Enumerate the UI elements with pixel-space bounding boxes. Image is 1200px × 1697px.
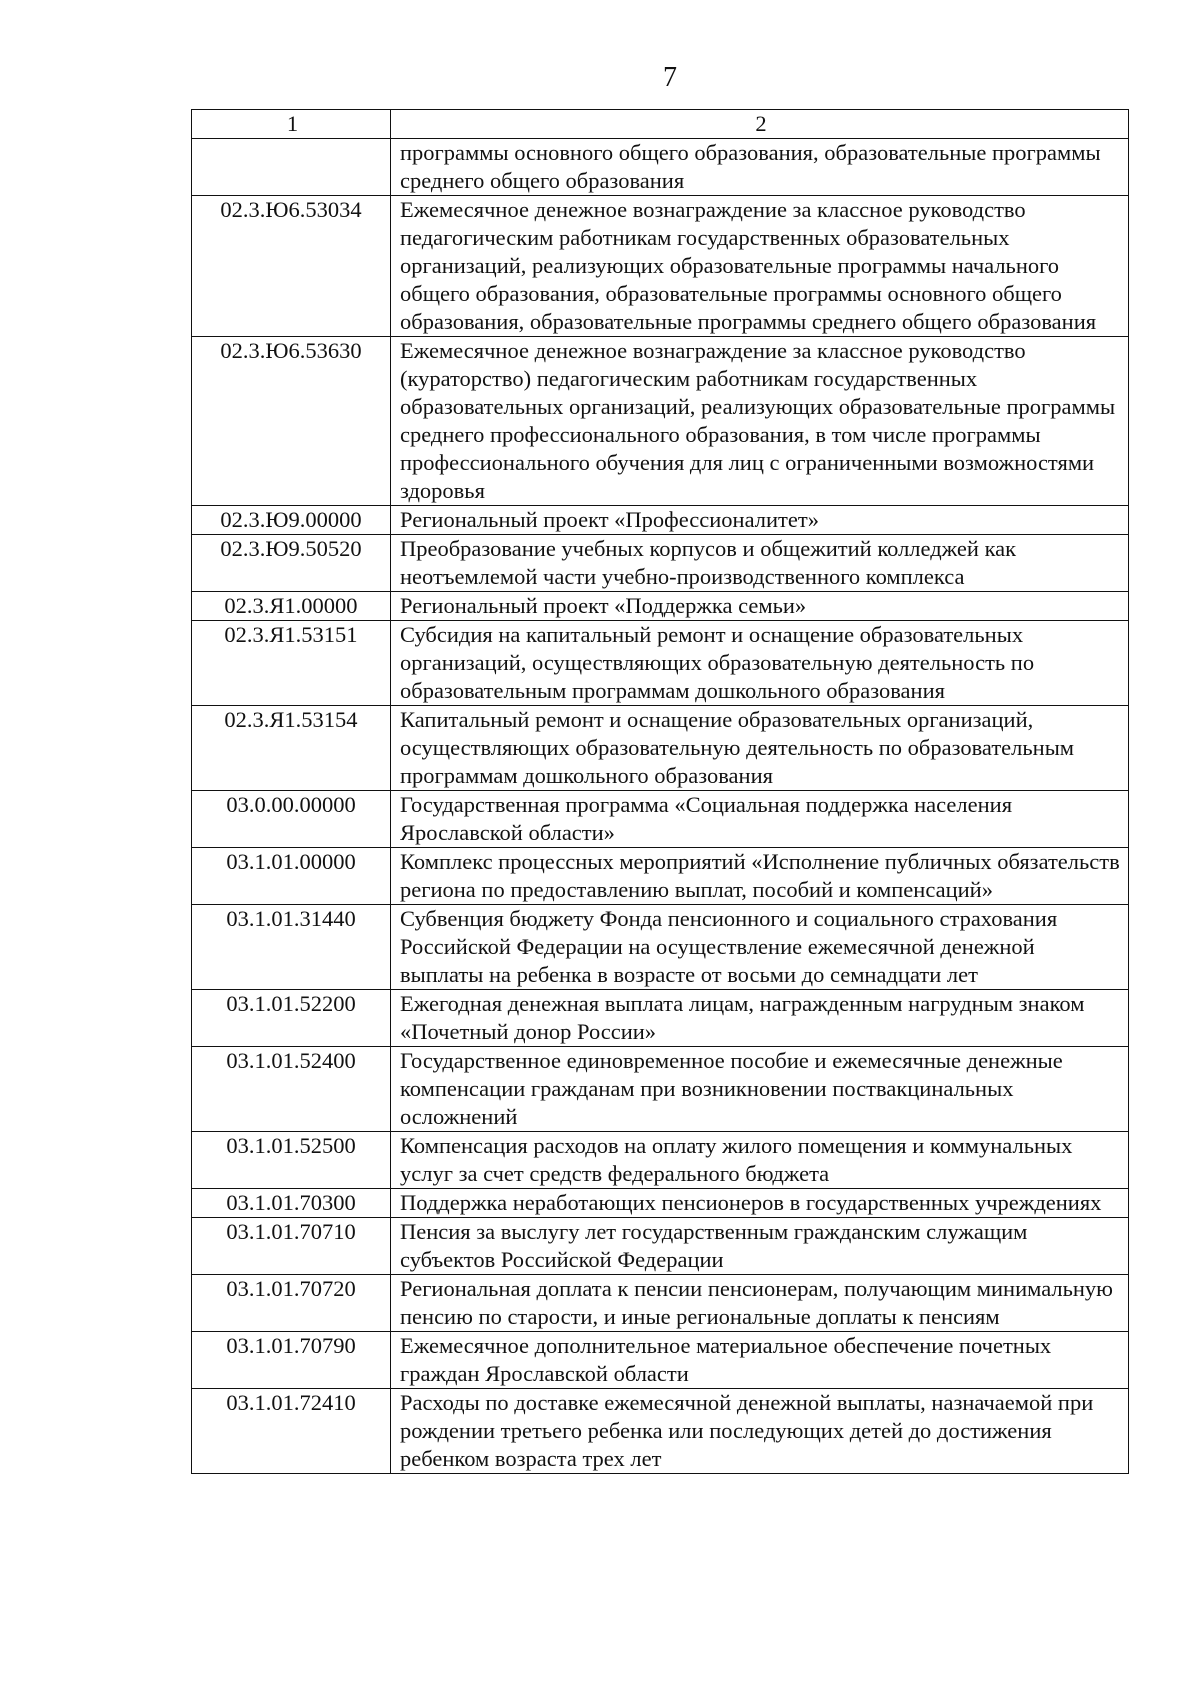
row-description: Субвенция бюджету Фонда пенсионного и социального страхования Российской Федерации на осуществление ежемесячной денежной выплаты на ребенка в возрасте от восьми до семнадцати лет bbox=[391, 905, 1129, 990]
table-row bbox=[192, 1389, 1129, 1474]
row-description: Ежемесячное дополнительное материальное обеспечение почетных граждан Ярославской области bbox=[391, 1332, 1129, 1389]
row-code: 03.1.01.52200 bbox=[192, 990, 391, 1047]
row-code: 03.1.01.52500 bbox=[192, 1132, 391, 1189]
row-description: Региональная доплата к пенсии пенсионерам, получающим минимальную пенсию по старости, и иные региональные доплаты к пенсиям bbox=[391, 1275, 1129, 1332]
row-code: 02.3.Ю9.00000 bbox=[192, 506, 391, 535]
row-description: Поддержка неработающих пенсионеров в государственных учреждениях bbox=[391, 1189, 1129, 1218]
row-code: 02.3.Я1.00000 bbox=[192, 592, 391, 621]
table-row bbox=[192, 337, 1129, 506]
row-description: Ежемесячное денежное вознаграждение за классное руководство педагогическим работникам государственных образовательных организаций, реализующих образовательные программы начального общего образования, образовательные программы основного общего образования, образовательные программы среднего общего образования bbox=[391, 196, 1129, 337]
table-row bbox=[192, 848, 1129, 905]
budget-codes-table bbox=[191, 109, 1129, 1474]
table-row bbox=[192, 196, 1129, 337]
row-code: 03.1.01.00000 bbox=[192, 848, 391, 905]
table-row bbox=[192, 535, 1129, 592]
row-description: Государственная программа «Социальная поддержка населения Ярославской области» bbox=[391, 791, 1129, 848]
table-row bbox=[192, 1332, 1129, 1389]
page-number: 7 bbox=[663, 62, 677, 93]
row-description: Региональный проект «Профессионалитет» bbox=[391, 506, 1129, 535]
table-row bbox=[192, 706, 1129, 791]
row-description: Государственное единовременное пособие и ежемесячные денежные компенсации гражданам при возникновении поствакцинальных осложнений bbox=[391, 1047, 1129, 1132]
row-description: Пенсия за выслугу лет государственным гражданским служащим субъектов Российской Федерации bbox=[391, 1218, 1129, 1275]
row-code: 02.3.Я1.53154 bbox=[192, 706, 391, 791]
table-row bbox=[192, 1047, 1129, 1132]
row-description: Ежегодная денежная выплата лицам, награжденным нагрудным знаком «Почетный донор России» bbox=[391, 990, 1129, 1047]
row-description: Субсидия на капитальный ремонт и оснащение образовательных организаций, осуществляющих образовательную деятельность по образовательным программам дошкольного образования bbox=[391, 621, 1129, 706]
row-code: 03.1.01.72410 bbox=[192, 1389, 391, 1474]
row-code: 03.1.01.70720 bbox=[192, 1275, 391, 1332]
row-code: 03.1.01.70300 bbox=[192, 1189, 391, 1218]
row-description: Региональный проект «Поддержка семьи» bbox=[391, 592, 1129, 621]
row-description: Расходы по доставке ежемесячной денежной выплаты, назначаемой при рождении третьего ребенка или последующих детей до достижения ребенком возраста трех лет bbox=[391, 1389, 1129, 1474]
table-row bbox=[192, 791, 1129, 848]
column-header-description: 2 bbox=[391, 110, 1129, 139]
row-code: 02.3.Я1.53151 bbox=[192, 621, 391, 706]
table-row bbox=[192, 905, 1129, 990]
row-code: 03.1.01.52400 bbox=[192, 1047, 391, 1132]
row-description: Преобразование учебных корпусов и общежитий колледжей как неотъемлемой части учебно-производственного комплекса bbox=[391, 535, 1129, 592]
row-description: программы основного общего образования, образовательные программы среднего общего образования bbox=[391, 139, 1129, 196]
table-row bbox=[192, 139, 1129, 196]
row-description: Капитальный ремонт и оснащение образовательных организаций, осуществляющих образовательную деятельность по образовательным программам дошкольного образования bbox=[391, 706, 1129, 791]
row-code: 03.1.01.70790 bbox=[192, 1332, 391, 1389]
table-header-row bbox=[192, 110, 1129, 139]
row-code: 03.1.01.70710 bbox=[192, 1218, 391, 1275]
row-description: Комплекс процессных мероприятий «Исполнение публичных обязательств региона по предоставлению выплат, пособий и компенсаций» bbox=[391, 848, 1129, 905]
table-row bbox=[192, 1189, 1129, 1218]
row-code: 02.3.Ю6.53630 bbox=[192, 337, 391, 506]
table-row bbox=[192, 990, 1129, 1047]
table-row bbox=[192, 1275, 1129, 1332]
table-row bbox=[192, 506, 1129, 535]
table-row bbox=[192, 621, 1129, 706]
table-row bbox=[192, 1218, 1129, 1275]
row-code: 03.0.00.00000 bbox=[192, 791, 391, 848]
row-code bbox=[192, 139, 391, 196]
row-code: 02.3.Ю9.50520 bbox=[192, 535, 391, 592]
column-header-code: 1 bbox=[192, 110, 391, 139]
table-row bbox=[192, 592, 1129, 621]
table-row bbox=[192, 1132, 1129, 1189]
row-code: 02.3.Ю6.53034 bbox=[192, 196, 391, 337]
row-description: Компенсация расходов на оплату жилого помещения и коммунальных услуг за счет средств федерального бюджета bbox=[391, 1132, 1129, 1189]
row-code: 03.1.01.31440 bbox=[192, 905, 391, 990]
row-description: Ежемесячное денежное вознаграждение за классное руководство (кураторство) педагогическим работникам государственных образовательных организаций, реализующих образовательные программы среднего профессионального образования, в том числе программы профессионального обучения для лиц с ограниченными возможностями здоровья bbox=[391, 337, 1129, 506]
